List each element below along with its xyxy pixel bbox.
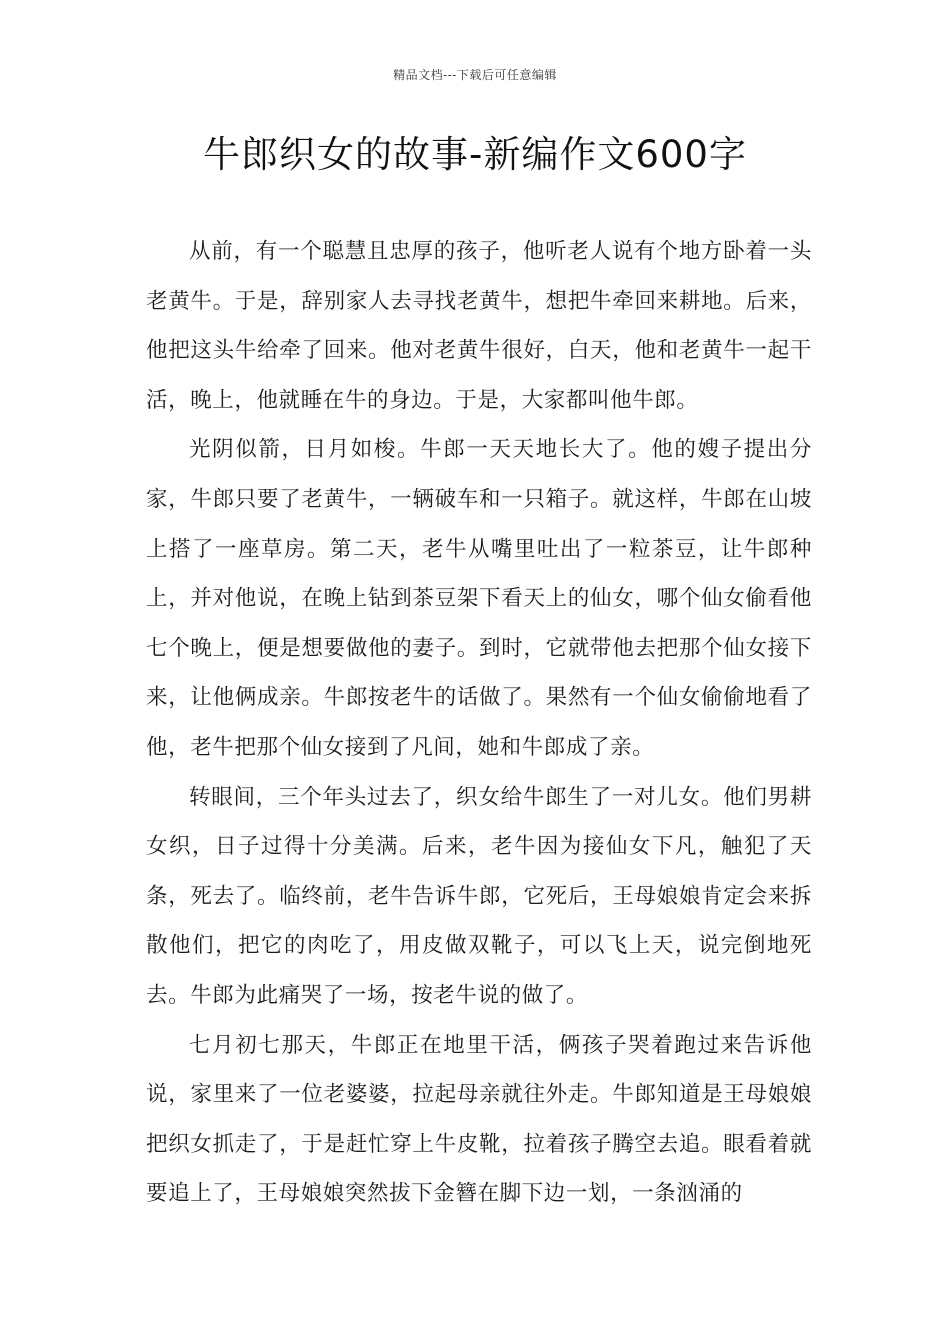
paragraph: 七月初七那天，牛郎正在地里干活，俩孩子哭着跑过来告诉他说，家里来了一位老婆婆，拉起母亲就往外走。牛郎知道是王母娘娘把织女抓走了，于是赶忙穿上牛皮靴，拉着孩子腾空去追。眼看着就要追上了，王母娘娘突然拔下金簪在脚下边一划，一条汹涌的 <box>146 1032 812 1207</box>
paragraph: 转眼间，三个年头过去了，织女给牛郎生了一对儿女。他们男耕女织，日子过得十分美满。后来，老牛因为接仙女下凡，触犯了天条，死去了。临终前，老牛告诉牛郎，它死后，王母娘娘肯定会来拆散他们，把它的肉吃了，用皮做双靴子，可以飞上天，说完倒地死去。牛郎为此痛哭了一场，按老牛说的做了。 <box>146 784 812 1008</box>
paragraph: 从前，有一个聪慧且忠厚的孩子，他听老人说有个地方卧着一头老黄牛。于是，辞别家人去寻找老黄牛，想把牛牵回来耕地。后来，他把这头牛给牵了回来。他对老黄牛很好，白天，他和老黄牛一起干活，晚上，他就睡在牛的身边。于是，大家都叫他牛郎。 <box>146 239 812 413</box>
document-body <box>146 227 812 1219</box>
header-note: 精品文档---下载后可任意编辑 <box>393 68 557 82</box>
paragraph: 光阴似箭，日月如梭。牛郎一天天地长大了。他的嫂子提出分家，牛郎只要了老黄牛，一辆破车和一只箱子。就这样，牛郎在山坡上搭了一座草房。第二天，老牛从嘴里吐出了一粒茶豆，让牛郎种上，并对他说，在晚上钻到茶豆架下看天上的仙女，哪个仙女偷看他七个晚上，便是想要做他的妻子。到时，它就带他去把那个仙女接下来，让他俩成亲。牛郎按老牛的话做了。果然有一个仙女偷偷地看了他，老牛把那个仙女接到了凡间，她和牛郎成了亲。 <box>146 437 812 760</box>
document-title: 牛郎织女的故事-新编作文600字 <box>203 133 747 176</box>
